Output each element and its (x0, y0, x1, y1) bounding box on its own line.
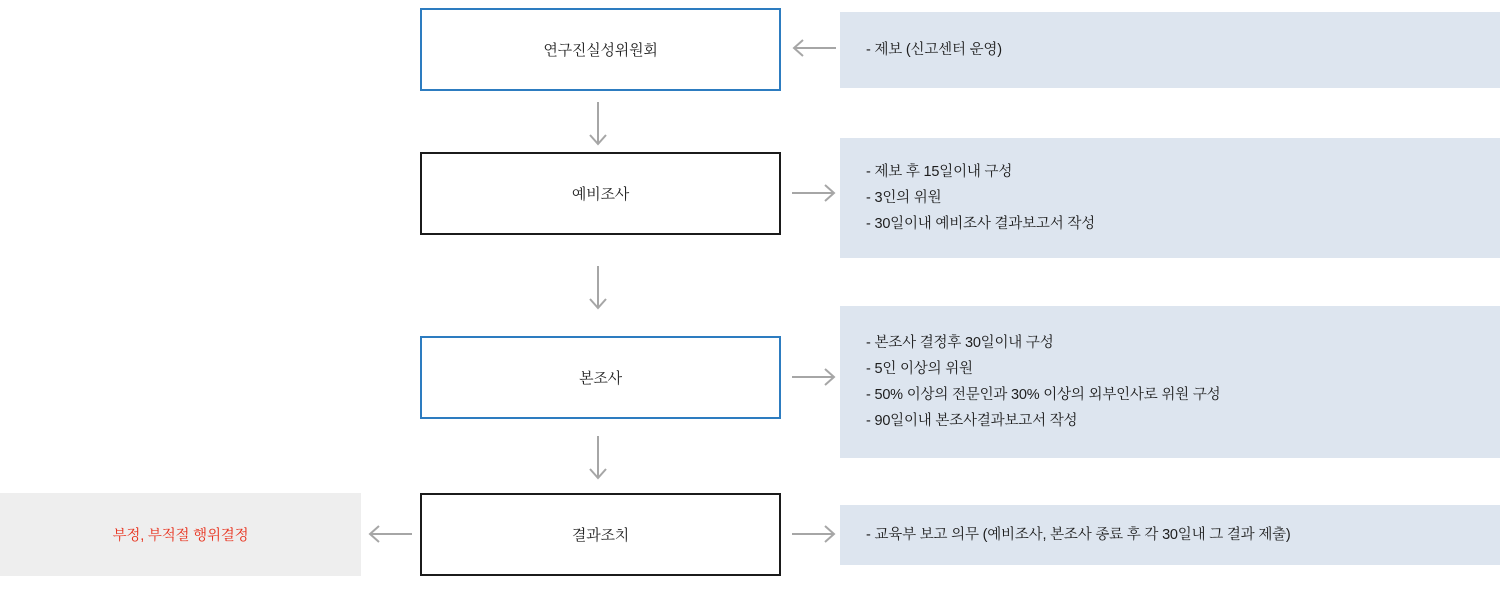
arrow-main-to-action (586, 434, 610, 482)
arrow-committee-to-preliminary (586, 100, 610, 148)
note-line: - 제보 후 15일이내 구성 (866, 164, 1013, 180)
note-line: - 30일이내 예비조사 결과보고서 작성 (866, 216, 1095, 232)
note-preliminary (840, 138, 1500, 258)
process-node-main-label: 본조사 (579, 370, 622, 387)
note-main (840, 306, 1500, 458)
process-node-committee (420, 8, 781, 91)
outcome-decision-label: 부정, 부적절 행위결정 (112, 528, 249, 544)
outcome-decision (0, 493, 361, 576)
note-line: - 3인의 위원 (866, 190, 942, 206)
arrow-note-to-committee (790, 36, 838, 60)
process-node-action (420, 493, 781, 576)
process-node-preliminary-label: 예비조사 (571, 186, 630, 203)
note-line: - 제보 (신고센터 운영) (866, 42, 1002, 58)
note-action (840, 505, 1500, 565)
arrow-main-to-note (790, 365, 838, 389)
arrow-action-to-outcome (366, 522, 414, 546)
arrow-preliminary-to-main (586, 264, 610, 312)
note-line: - 90일이내 본조사결과보고서 작성 (866, 413, 1078, 429)
note-line: - 50% 이상의 전문인과 30% 이상의 외부인사로 위원 구성 (866, 387, 1221, 403)
process-node-action-label: 결과조치 (571, 527, 630, 544)
arrow-preliminary-to-note (790, 181, 838, 205)
note-line: - 본조사 결정후 30일이내 구성 (866, 335, 1054, 351)
note-line: - 교육부 보고 의무 (예비조사, 본조사 종료 후 각 30일내 그 결과 제출) (866, 527, 1291, 543)
note-committee (840, 12, 1500, 88)
process-node-main (420, 336, 781, 419)
arrow-action-to-note (790, 522, 838, 546)
process-node-preliminary (420, 152, 781, 235)
process-node-committee-label: 연구진실성위원회 (543, 42, 658, 59)
note-line: - 5인 이상의 위원 (866, 361, 973, 377)
